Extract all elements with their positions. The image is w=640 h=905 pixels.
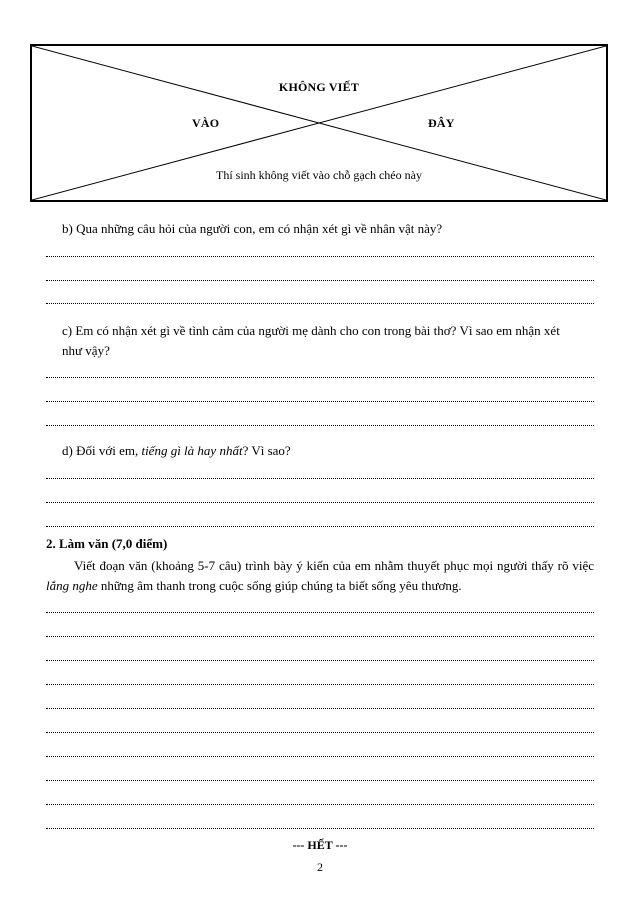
- page-number: 2: [317, 860, 323, 874]
- section-2-prompt: [46, 556, 594, 596]
- no-write-title: KHÔNG VIẾT: [278, 80, 360, 94]
- essay-line[interactable]: [46, 627, 594, 637]
- question-c-line2: như vậy?: [62, 343, 110, 358]
- no-write-right-word: ĐÂY: [428, 116, 455, 130]
- question-b: b) Qua những câu hỏi của người con, em có nhận xét gì về nhân vật này?: [62, 221, 443, 236]
- prompt-part2: những âm thanh trong cuộc sống giúp chúng ta biết sống yêu thương.: [97, 578, 462, 593]
- answer-line[interactable]: [46, 294, 594, 304]
- essay-line[interactable]: [46, 651, 594, 661]
- no-write-note: Thí sinh không viết vào chỗ gạch chéo này: [216, 168, 422, 182]
- answer-line[interactable]: [46, 493, 594, 503]
- answer-line[interactable]: [46, 247, 594, 257]
- essay-line[interactable]: [46, 603, 594, 613]
- answer-line[interactable]: [46, 392, 594, 402]
- essay-line[interactable]: [46, 675, 594, 685]
- question-c-line1: c) Em có nhận xét gì về tình cảm của người mẹ dành cho con trong bài thơ? Vì sao em nhận xét: [62, 323, 560, 338]
- answer-line[interactable]: [46, 368, 594, 378]
- essay-line[interactable]: [46, 771, 594, 781]
- prompt-part1: Viết đoạn văn (khoảng 5-7 câu) trình bày ý kiến của em nhằm thuyết phục mọi người thấy rõ việc: [74, 558, 594, 573]
- prompt-italic: lắng nghe: [46, 578, 98, 593]
- answer-line[interactable]: [46, 416, 594, 426]
- essay-line[interactable]: [46, 819, 594, 829]
- answer-line[interactable]: [46, 271, 594, 281]
- end-marker: --- HẾT ---: [292, 838, 348, 852]
- section-2-heading: 2. Làm văn (7,0 điểm): [46, 536, 168, 551]
- essay-line[interactable]: [46, 747, 594, 757]
- no-write-box: [30, 44, 608, 202]
- answer-line[interactable]: [46, 517, 594, 527]
- question-d-prefix: d) Đối với em,: [62, 443, 142, 458]
- question-d-italic: tiếng gì là hay nhất: [141, 443, 243, 458]
- essay-line[interactable]: [46, 699, 594, 709]
- answer-line[interactable]: [46, 469, 594, 479]
- essay-line[interactable]: [46, 795, 594, 805]
- question-d: [62, 440, 291, 461]
- essay-line[interactable]: [46, 723, 594, 733]
- no-write-left-word: VÀO: [192, 116, 220, 130]
- question-d-suffix: ? Vì sao?: [242, 443, 291, 458]
